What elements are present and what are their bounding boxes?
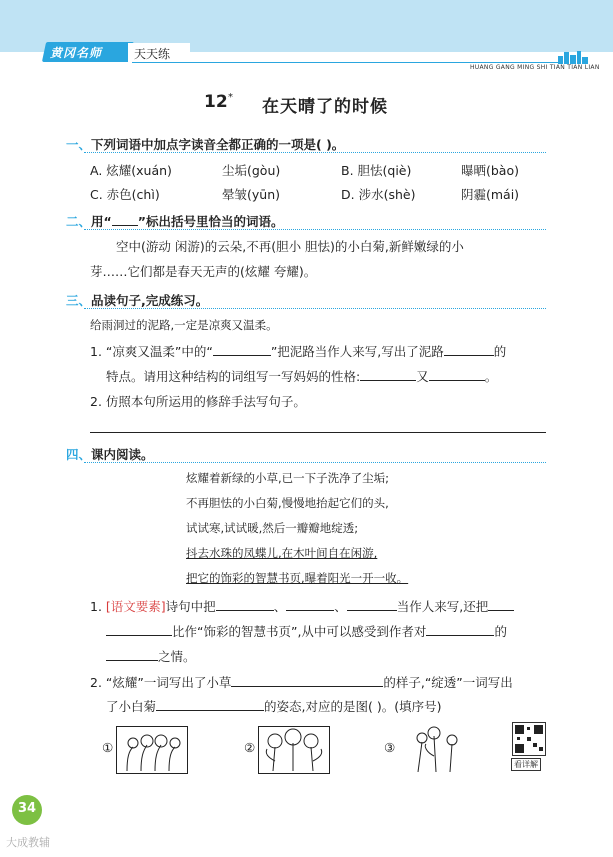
q3-item2: 2. 仿照本句所运用的修辞手法写句子。	[90, 394, 306, 409]
lesson-star: *	[228, 92, 233, 103]
q3-rule	[84, 308, 546, 309]
q2-line1: 空中(游动 闲游)的云朵,不再(胆小 胆怯)的小白菊,新鲜嫩绿的小	[116, 239, 464, 254]
q3-number: 三、	[66, 293, 92, 308]
q4-item1-c: 比作“饰彩的智慧书页”,从中可以感受到作者对	[172, 624, 427, 639]
q3-item1-f: 。	[484, 369, 498, 384]
flower-picture-2	[258, 726, 330, 774]
page-number: 34	[18, 801, 37, 816]
watermark: 大成教辅	[6, 836, 50, 849]
q1-text: 下列词语中加点字读音全都正确的一项是( )。	[91, 137, 345, 152]
q4-blank-7[interactable]	[106, 648, 158, 661]
q1-number: 一、	[66, 137, 92, 152]
q3-text: 品读句子,完成练习。	[91, 293, 209, 308]
q4-blank-9[interactable]	[156, 698, 264, 711]
header-rule	[132, 62, 562, 63]
q3-item1-c: 的	[493, 344, 507, 359]
qr-pattern	[513, 723, 545, 755]
q2-number: 二、	[66, 214, 92, 229]
q4-item2-c: 了小白菊	[106, 699, 157, 714]
q1-option-a2: 尘垢(gòu)	[222, 163, 281, 178]
q3-item1-b: ”把泥路当作人来写,写出了泥路	[270, 344, 444, 359]
poem-line-2: 不再胆怯的小白菊,慢慢地抬起它们的头,	[186, 496, 389, 510]
poem-line-3: 试试寒,试试暖,然后一瓣瓣地绽透;	[186, 521, 359, 535]
q4-text: 课内阅读。	[91, 447, 154, 462]
lesson-number: 12	[204, 92, 228, 112]
q2-underline-sample	[112, 213, 138, 226]
tall-flowers-icon	[398, 726, 468, 772]
qr-label: 看详解	[511, 758, 541, 771]
pic-label-1: ①	[102, 740, 114, 755]
q1-option-b: B. 胆怯(qiè)	[341, 163, 412, 178]
flower-picture-3	[398, 726, 468, 772]
pic-label-2: ②	[244, 740, 256, 755]
q4-heading	[66, 445, 154, 463]
q3-heading	[66, 291, 208, 309]
q3-blank-4[interactable]	[429, 368, 485, 381]
q4-blank-2[interactable]	[286, 598, 334, 611]
q4-item2-line2	[106, 697, 441, 715]
q4-item2-line1	[90, 673, 513, 691]
q4-item1-d: 的	[494, 624, 507, 639]
q4-item2-d: 的姿态,对应的是图( )。(填序号)	[264, 699, 442, 714]
q3-blank-1[interactable]	[213, 343, 271, 356]
poem-line-1: 炫耀着新绿的小草,已一下子洗净了尘垢;	[186, 471, 390, 485]
q4-item1-b: 当作人来写,还把	[396, 599, 489, 614]
q3-item1-a: 1. “凉爽又温柔”中的“	[90, 344, 213, 359]
q4-item1-a: 诗句中把	[165, 599, 216, 614]
pinyin-banner: HUANG GANG MING SHI TIAN TIAN LIAN	[470, 64, 600, 71]
q4-blank-6[interactable]	[426, 623, 494, 636]
q3-blank-2[interactable]	[444, 343, 494, 356]
q4-item1-line2	[106, 622, 507, 640]
blooming-flowers-icon	[259, 727, 329, 773]
q1-option-b2: 曝晒(bào)	[461, 163, 519, 178]
brand-name: 黄冈名师	[50, 46, 103, 60]
q3-item1-line1	[90, 342, 506, 360]
poem-line-5: 把它的饰彩的智慧书页,曝着阳光一开一收。	[186, 571, 409, 585]
q2-heading	[66, 212, 283, 230]
q1-heading	[66, 135, 344, 153]
q3-item1-d: 特点。请用这种结构的词组写一写妈妈的性格:	[106, 369, 361, 384]
q4-item1-line1: 1. [语文要素]诗句中把 、 、 当作人来写,还把	[90, 597, 514, 615]
q4-blank-3[interactable]	[347, 598, 397, 611]
q2-rule	[84, 229, 546, 230]
q4-rule	[84, 462, 546, 463]
q4-blank-5[interactable]	[106, 623, 172, 636]
q4-item2-a: 2. “炫耀”一词写出了小草	[90, 675, 232, 690]
q4-blank-1[interactable]	[216, 598, 274, 611]
flower-picture-1	[116, 726, 188, 774]
q1-option-d2: 阴霾(mái)	[461, 187, 520, 202]
q3-blank-3[interactable]	[360, 368, 416, 381]
series-name: 天天练	[134, 47, 171, 61]
lesson-title: 在天晴了的时候	[262, 97, 388, 117]
q4-item1-line3	[106, 647, 196, 665]
qr-code[interactable]	[512, 722, 546, 756]
q4-number: 四、	[66, 447, 92, 462]
poem-line-4: 抖去水珠的凤蝶儿,在木叶间自在闲游,	[186, 546, 378, 560]
q1-option-d: D. 涉水(shè)	[341, 187, 416, 202]
q3-answer-line[interactable]	[90, 432, 546, 433]
q4-blank-4[interactable]	[488, 598, 514, 611]
q1-option-c2: 晕皱(yūn)	[222, 187, 280, 202]
skyline-icon	[556, 50, 590, 64]
q1-rule	[84, 152, 546, 153]
q4-blank-8[interactable]	[231, 674, 383, 687]
key-element-tag: [语文要素]	[105, 599, 166, 614]
q4-item2-b: 的样子,“绽透”一词写出	[383, 675, 513, 690]
q2-text-a: 用“	[91, 214, 112, 229]
q2-line2: 芽……它们都是春天无声的(炫耀 夸耀)。	[90, 264, 317, 279]
q1-option-a: A. 炫耀(xuán)	[90, 163, 172, 178]
pic-label-3: ③	[384, 740, 396, 755]
q3-item1-line2	[106, 367, 497, 385]
q2-text-b: ”标出括号里恰当的词语。	[137, 214, 284, 229]
q3-item1-e: 又	[416, 369, 429, 384]
q1-option-c: C. 赤色(chì)	[90, 187, 160, 202]
q3-sentence: 给雨洞过的泥路,一定是凉爽又温柔。	[90, 318, 278, 332]
drooping-flowers-icon	[117, 727, 187, 773]
q4-item1-e: 之情。	[158, 649, 196, 664]
